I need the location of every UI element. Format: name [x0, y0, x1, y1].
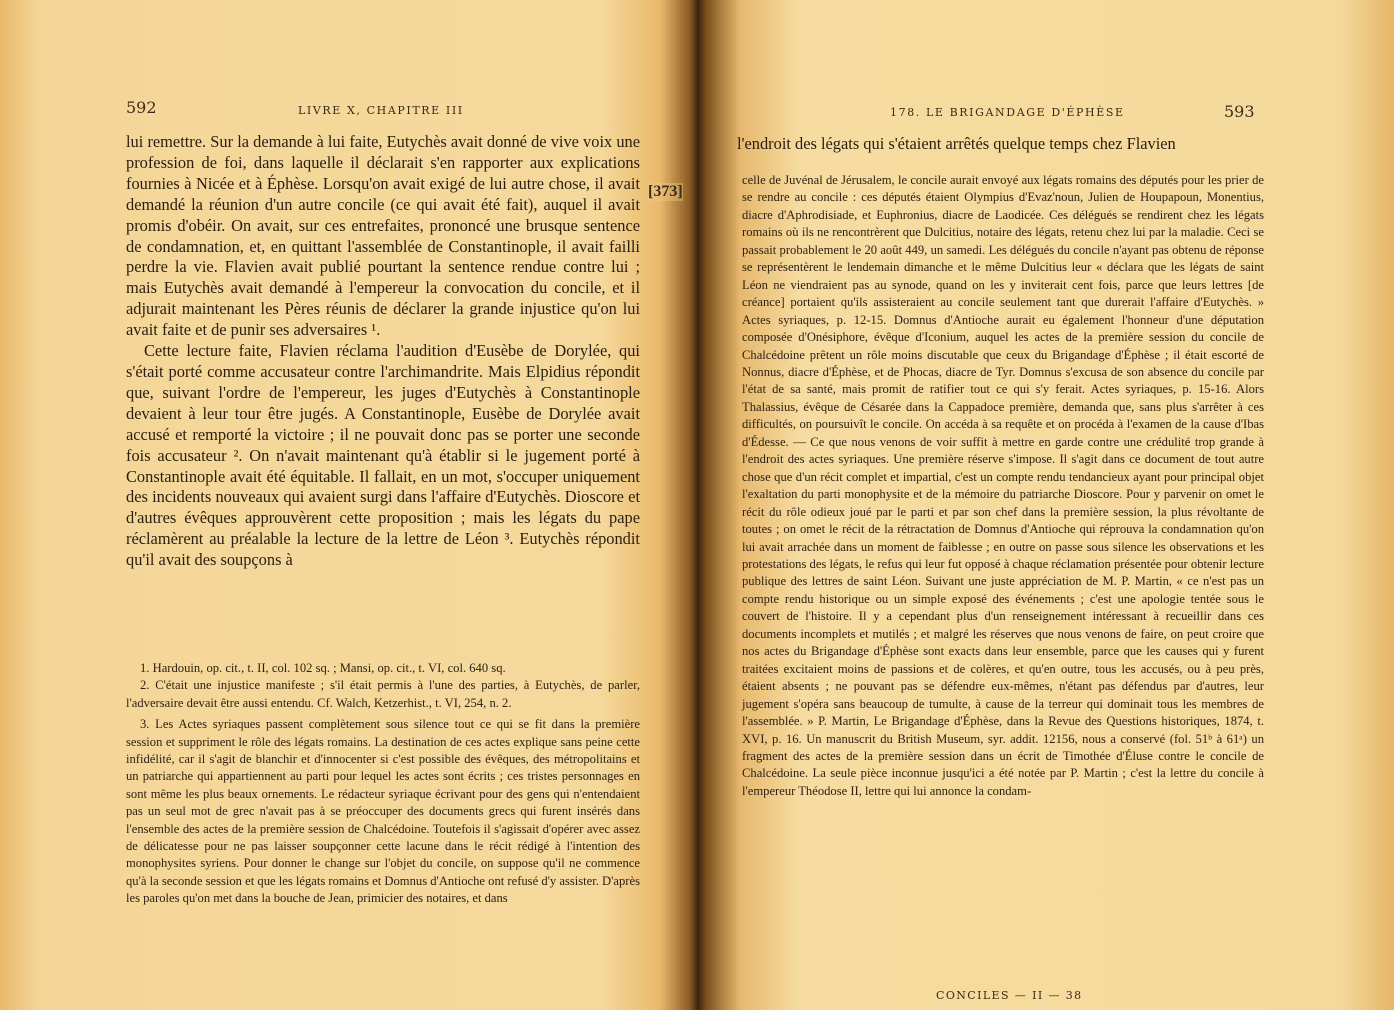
- margin-page-reference: [373]: [648, 183, 683, 200]
- footnotes-right: [742, 172, 1264, 800]
- footnote: 3. Les Actes syriaques passent complètement sous silence tout ce qui se fit dans la première session et suppriment le rôle des légats romains. La destination de ces actes explique sans peine cette infidélité, car il s'agit de blanchir et d'innocenter si c'est possible des évêques, des métropolitains et un patriarche qui appartiennent au parti pour lequel les actes sont écrits ; ces tristes personnages en sont même les plus beaux ornements. Le rédacteur syriaque écrivant pour des gens qui n'entendaient pas un seul mot de grec n'avait pas à se préoccuper des documents grecs qui furent insérés dans l'ensemble des actes de la première session de Chalcédoine. Toutefois il s'agissait d'opérer avec assez de délicatesse pour ne pas laisser soupçonner cette lacune dans le récit rédigé à l'intention des monophysites syriens. Pour donner le change sur l'objet du concile, on suppose qu'il ne commence qu'à la seconde session et que les légats romains et Domnus d'Antioche ont refusé d'y assister. D'après les paroles qu'on met dans la bouche de Jean, primicier des notaires, et dans: [126, 717, 640, 906]
- running-head-right: 178. LE BRIGANDAGE D'ÉPHÈSE: [890, 106, 1125, 119]
- page-number-right: 593: [1224, 102, 1255, 121]
- footnote-continuation: celle de Juvénal de Jérusalem, le concile aurait envoyé aux légats romains des députés pour les prier de se rendre au concile : ces députés étaient Olympius d'Evaz'noun, Julien de Houpapoun, Monentius, diacre d'Aphrodisiade, et Euphronius, diacre de Laodicée. Ces délégués se rendirent chez les légats romains où ils ne rencontrèrent que Dulcitius, notaire des légats, retenu chez lui par la maladie. Ceci se passait probablement le 20 août 449, un samedi. Les délégués du concile n'ayant pas obtenu de réponse se représentèrent le lendemain dimanche et le même Dulcitius leur « déclara que les légats de saint Léon ne viendraient pas au synode, quand on les y inviterait cent fois, parce que leurs lettres [de créance] portaient qu'ils assisteraient au concile seulement tant que durerait l'affaire d'Eutychès. » Actes syriaques, p. 12-15. Domnus d'Antioche aurait eu également l'honneur d'une députation composée d'Onésiphore, évêque d'Iconium, auquel les actes de la première session du concile de Chalcédoine prêtent un rôle moins discutable que ceux du Brigandage d'Éphèse ; il était escorté de Nonnus, diacre d'Éphèse, et de Phocas, diacre de Tyr. Domnus s'excusa de son absence du concile par l'état de sa santé, mais promit de ratifier tout ce qui s'y ferait. Actes syriaques, p. 15-16. Alors Thalassius, évêque de Césarée dans la Cappadoce première, demanda que, sans plus s'arrêter à ces difficultés, on poursuivît le concile. On accéda à sa requête et on procéda à l'examen de la cause d'Ibas d'Édesse. — Ce que nous venons de voir suffit à mettre en garde contre une crédulité trop grande à l'endroit des actes syriaques. Une première réserve s'impose. Il s'agit dans ce document de tout autre chose que d'un récit complet et impartial, c'est un compte rendu tendancieux ayant pour principal objet l'exaltation du parti monophysite et de la mémoire du patriarche Dioscore. Pour y parvenir on omet le récit du rôle odieux joué par le parti et par son chef dans la première session, la plus révoltante de toutes ; on omet le récit de la rétractation de Domnus d'Antioche qui réprouva la condamnation qu'on lui avait arrachée dans un moment de faiblesse ; en outre on passe sous silence les observations et les protestations des légats, le refus qui leur fut opposé à chaque réclamation présentée pour obtenir lecture publique des lettres de saint Léon. Suivant une juste appréciation de M. P. Martin, « ce n'est pas un compte rendu historique ou un simple exposé des événements ; c'est une apologie tentée sous le couvert de l'histoire. Il y a cependant plus d'un renseignement intéressant à recueillir dans ces documents incomplets et mutilés ; et malgré les réserves que nous venons de faire, on peut croire que nos actes du Brigandage d'Éphèse sont exacts dans leur ensemble, parce que les causes qui y furent traitées excitaient moins de passions et de colères, et qu'en outre, tous les accusés, ou à peu près, étaient absents ; ne pouvant pas se défendre eux-mêmes, n'étant pas défendus par d'autres, leur jugement s'opéra sans beaucoup de tumulte, à cause de la terreur qui dominait tous les membres de l'assemblée. » P. Martin, Le Brigandage d'Éphèse, dans la Revue des Questions historiques, 1874, t. XVI, p. 16. Un manuscrit du British Museum, syr. addit. 12156, nous a conservé (fol. 51ᵇ à 61ᵃ) un fragment des actes de la première session dans un écrit de Timothée d'Éluse contre le concile de Chalcédoine. La seule pièce inconnue jusqu'ici a été notée par P. Martin ; c'est la lettre du concile à l'empereur Théodose II, lettre qui lui annonce la condam-: [742, 173, 1264, 798]
- page-number-left: 592: [126, 98, 157, 117]
- footnotes-left: [126, 660, 640, 908]
- left-page: [0, 0, 690, 1010]
- running-head-left: LIVRE X, CHAPITRE III: [298, 104, 464, 117]
- right-page: [700, 0, 1394, 1010]
- footnote: 2. C'était une injustice manifeste ; s'il était permis à l'une des parties, à Eutychès, de parler, l'adversaire devait être aussi entendu. Cf. Walch, Ketzerhist., t. VI, 254, n. 2.: [126, 678, 640, 710]
- paragraph: lui remettre. Sur la demande à lui faite, Eutychès avait donné de vive voix une profession de foi, dans laquelle il déclarait s'en rapporter aux explications fournies à Nicée et à Éphèse. Lorsqu'on avait exigé de lui autre chose, il avait demandé la réunion d'un autre concile (ce qui avait été fait), auquel il avait promis d'obéir. On avait, sur ces entrefaites, prononcé une brusque sentence de condamnation, et, en quittant l'assemblée de Constantinople, il avait failli perdre la vie. Flavien avait publié pourtant la sentence rendue contre lui ; mais Eutychès avait demandé à l'empereur la convocation du concile, et il adjurait maintenant les Pères réunis de déclarer la grande injustice qu'on lui avait faite et de punir ses adversaires ¹.: [126, 132, 640, 340]
- signature-mark: CONCILES — II — 38: [936, 989, 1083, 1002]
- continued-line: l'endroit des légats qui s'étaient arrêtés quelque temps chez Flavien: [737, 134, 1176, 153]
- footnote: 1. Hardouin, op. cit., t. II, col. 102 sq. ; Mansi, op. cit., t. VI, col. 640 sq.: [140, 661, 506, 675]
- paragraph: Cette lecture faite, Flavien réclama l'audition d'Eusèbe de Dorylée, qui s'était porté comme accusateur contre l'archimandrite. Mais Elpidius répondit que, suivant l'ordre de l'empereur, les juges d'Eutychès à Constantinople devaient à leur tour être jugés. A Constantinople, Eusèbe de Dorylée avait accusé et remporté la victoire ; il ne pouvait donc pas se porter une seconde fois accusateur ². On n'avait maintenant qu'à établir si le jugement porté à Constantinople avait été équitable. Il fallait, en un mot, s'occuper uniquement des incidents nouveaux qui avaient surgi dans l'affaire d'Eutychès. Dioscore et d'autres évêques approuvèrent cette proposition ; mais les légats du pape réclamèrent au préalable la lecture de la lettre de Léon ³. Eutychès répondit qu'il avait des soupçons à: [126, 341, 640, 570]
- main-text-left: [126, 132, 640, 571]
